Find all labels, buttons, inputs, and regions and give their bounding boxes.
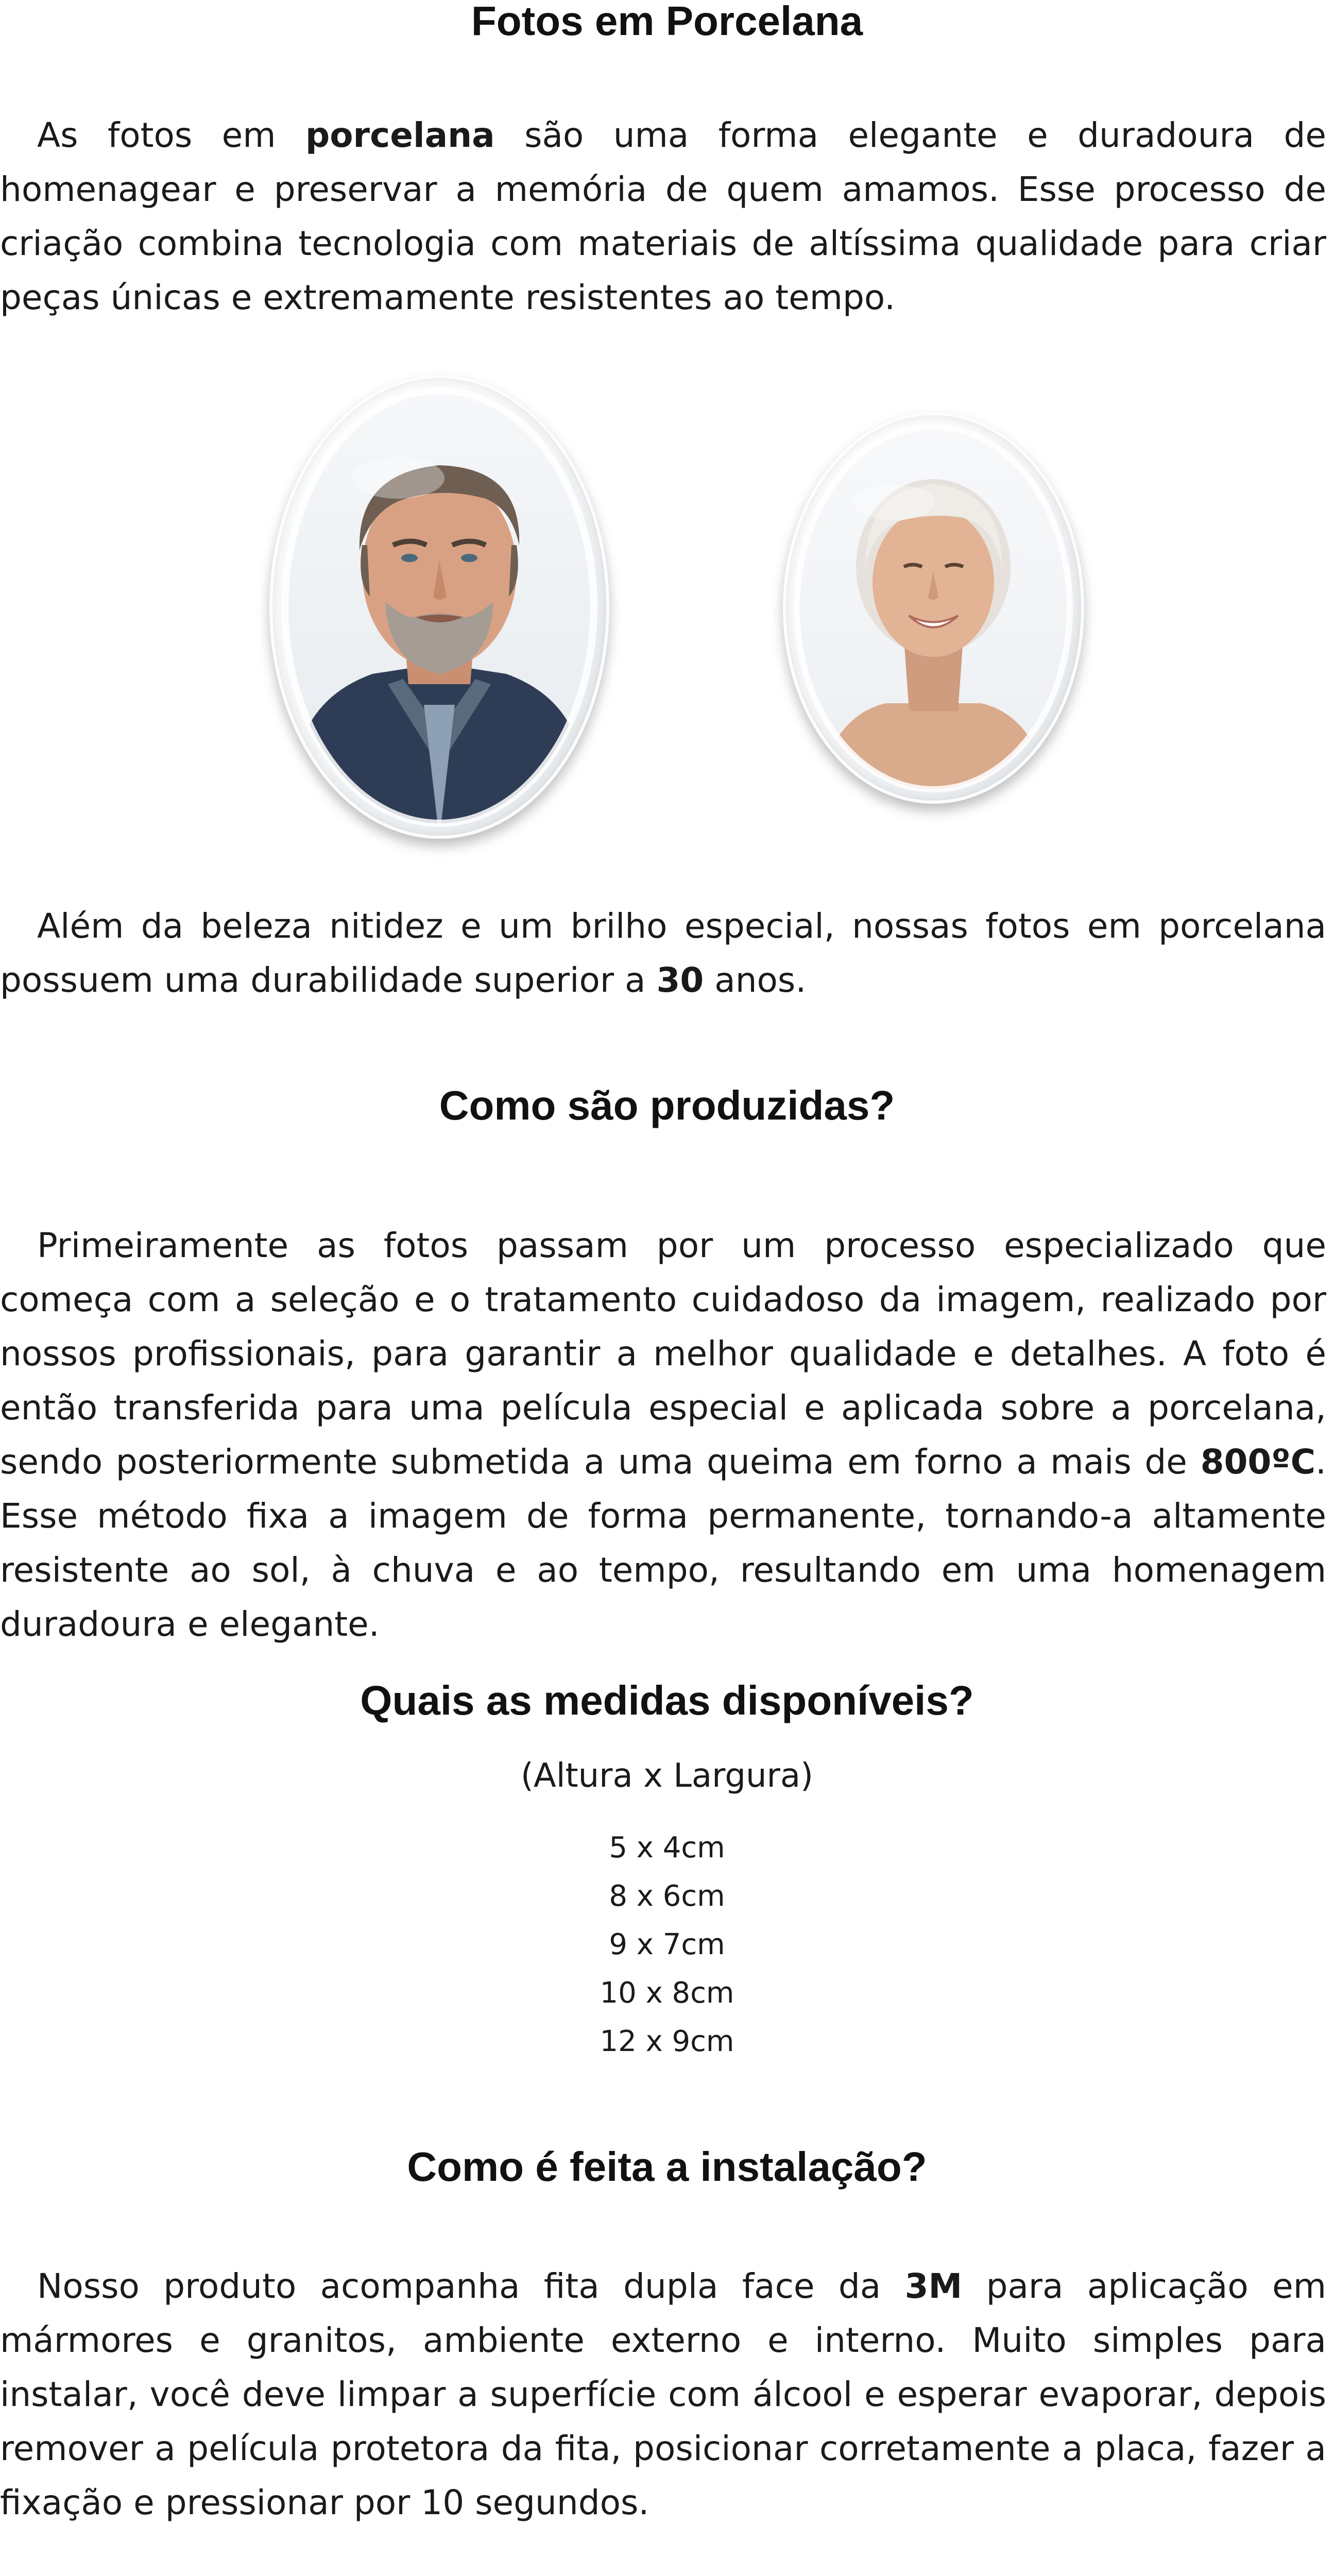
intro-paragraph [0, 108, 1326, 325]
durability-text-start: Além da beleza nitidez e um brilho especial, nossas fotos em porcelana possuem uma durabilidade superior a [0, 906, 1326, 1000]
size-item: 12 x 9cm [600, 2025, 734, 2058]
production-paragraph [0, 1218, 1326, 1651]
installation-paragraph [0, 2259, 1326, 2530]
durability-years: 30 [656, 960, 704, 1000]
installation-heading: Como é feita a instalação? [407, 2144, 927, 2190]
intro-bold-porcelain: porcelana [305, 115, 495, 155]
woman-portrait-image [783, 412, 1084, 804]
installation-text-start: Nosso produto acompanha fita dupla face da [37, 2266, 881, 2306]
intro-text-end: são uma forma elegante e duradoura de homenagear e preservar a memória de quem amamos. Esse processo de criação combina tecnologia com materiais de altíssima qualidade para criar peças únicas e extremamente resistentes ao tempo. [0, 115, 1326, 317]
porcelain-photo-woman [783, 412, 1084, 804]
porcelain-photo-man [269, 375, 609, 839]
production-heading: Como são produzidas? [439, 1082, 895, 1128]
production-text-end: . Esse método fixa a imagem de forma permanente, tornando-a altamente resistente ao sol, à chuva e ao tempo, resultando em uma homenagem duradoura e elegante. [0, 1442, 1326, 1644]
size-item: 9 x 7cm [609, 1928, 725, 1961]
production-text-start: Primeiramente as fotos passam por um processo especializado que começa com a seleção e o tratamento cuidadoso da imagem, realizado por nossos profissionais, para garantir a melhor qualidade e detalhes. A foto é então transferida para uma película especial e aplicada sobre a porcelana, sendo posteriormente submetida a uma queima em forno a mais de [0, 1226, 1326, 1482]
size-item: 5 x 4cm [609, 1831, 725, 1865]
installation-brand: 3M [904, 2266, 963, 2306]
installation-text-end: para aplicação em mármores e granitos, ambiente externo e interno. Muito simples para instalar, você deve limpar a superfície com álcool e esperar evaporar, depois remover a película protetora da fita, posicionar corretamente a placa, fazer a fixação e pressionar por 10 segundos. [0, 2266, 1327, 2522]
size-item: 8 x 6cm [609, 1879, 725, 1913]
man-portrait-image [269, 375, 609, 839]
durability-paragraph [0, 899, 1326, 1007]
size-list [0, 1824, 1334, 2066]
page-title: Fotos em Porcelana [471, 0, 863, 44]
sizes-heading: Quais as medidas disponíveis? [360, 1677, 974, 1723]
production-temperature: 800ºC [1200, 1442, 1316, 1482]
size-item: 10 x 8cm [600, 1976, 734, 2010]
sizes-subheading: (Altura x Largura) [520, 1757, 814, 1795]
intro-text-start: As fotos em [37, 115, 276, 155]
durability-text-end: anos. [714, 960, 807, 1000]
